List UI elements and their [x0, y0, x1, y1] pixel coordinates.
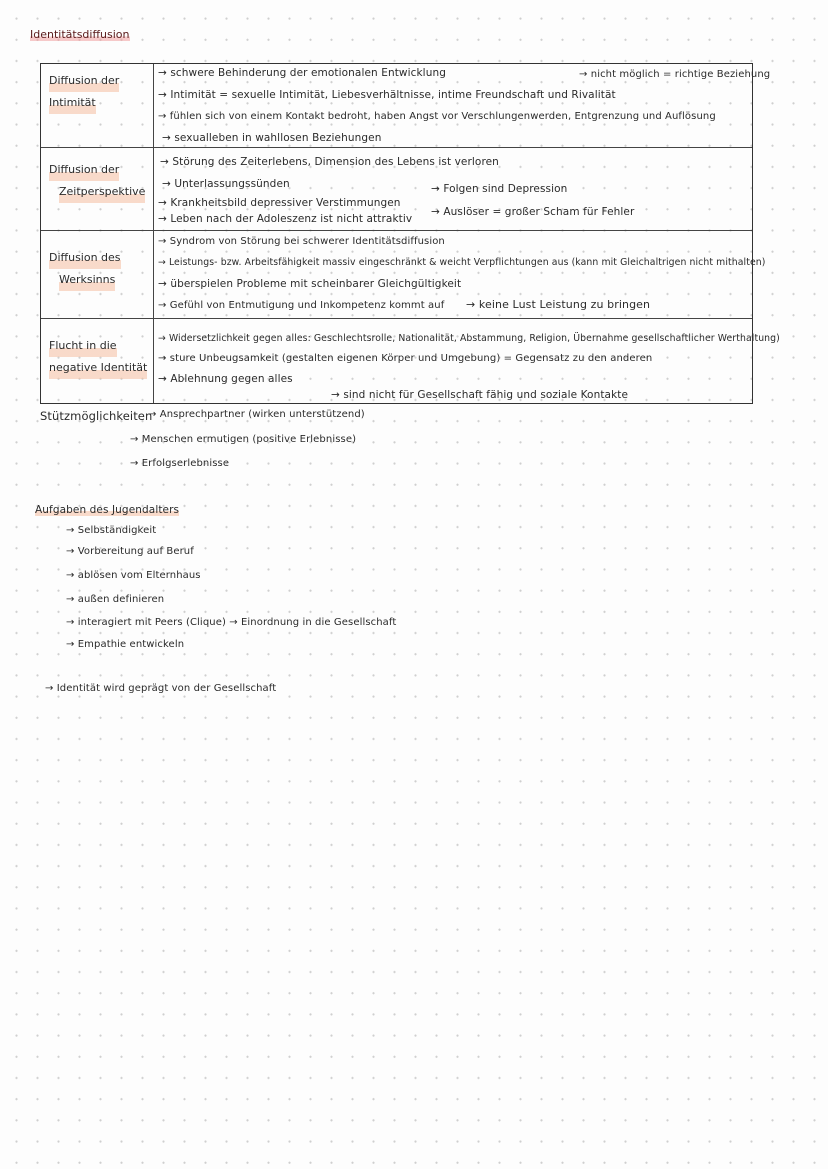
row-label-work-sense [49, 247, 121, 291]
row-label-time-perspective [49, 159, 145, 203]
row-label-line: Werksinns [59, 269, 115, 291]
row-label-negative-identity [49, 335, 147, 379]
table-point: → fühlen sich von einem Kontakt bedroht, haben Angst vor Verschlungenwerden, Entgrenzung und Auflösung [158, 111, 716, 122]
task-item: → Vorbereitung auf Beruf [66, 546, 194, 557]
row-divider [41, 318, 752, 319]
task-item: → Selbständigkeit [66, 525, 157, 536]
table-side-note: → Auslöser = großer Scham für Fehler [431, 206, 635, 218]
page-title-text: Identitätsdiffusion [30, 28, 130, 41]
support-item: → Erfolgserlebnisse [130, 458, 230, 469]
row-label-line: Diffusion der [49, 70, 119, 92]
row-label-line: negative Identität [49, 357, 147, 379]
table-point: → Störung des Zeiterlebens, Dimension des Lebens ist verloren [160, 156, 499, 168]
table-point: → Ablehnung gegen alles [158, 373, 293, 385]
row-divider [41, 147, 752, 148]
identity-diffusion-table [40, 63, 780, 404]
table-point: → überspielen Probleme mit scheinbarer Gleichgültigkeit [158, 278, 462, 290]
task-item: → interagiert mit Peers (Clique) → Einordnung in die Gesellschaft [66, 617, 397, 628]
table-point: → Unterlassungssünden [162, 178, 290, 190]
support-item: → Ansprechpartner (wirken unterstützend) [148, 409, 365, 420]
table-point: → Widersetzlichkeit gegen alles: Geschlechtsrolle, Nationalität, Abstammung, Religion, Übernahme gesellschaftlicher Werthaltung) [158, 333, 780, 344]
task-item: → Empathie entwickeln [66, 639, 185, 650]
table-point: → Leben nach der Adoleszenz ist nicht attraktiv [158, 213, 413, 225]
row-label-intimacy [49, 70, 119, 114]
table-point: → Intimität = sexuelle Intimität, Liebesverhältnisse, intime Freundschaft und Rivalität [158, 89, 616, 101]
row-label-line: Intimität [49, 92, 96, 114]
task-item: → ablösen vom Elternhaus [66, 570, 201, 581]
table-point: → sture Unbeugsamkeit (gestalten eigenen Körper und Umgebung) = Gegensatz zu den anderen [158, 353, 653, 364]
tasks-heading: Aufgaben des Jugendalters [35, 504, 180, 516]
support-item: → Menschen ermutigen (positive Erlebnisse) [130, 434, 357, 445]
page-title [30, 28, 130, 41]
table-point: → schwere Behinderung der emotionalen Entwicklung [158, 67, 446, 79]
table-side-note: → Folgen sind Depression [431, 183, 568, 195]
table-side-note: → sind nicht für Gesellschaft fähig und soziale Kontakte [331, 389, 629, 401]
row-divider [41, 230, 752, 231]
table-point: → Leistungs- bzw. Arbeitsfähigkeit massiv eingeschränkt & weicht Verpflichtungen aus (kann mit Gleichaltrigen nicht mithalten) [158, 257, 766, 268]
row-label-line: Flucht in die [49, 335, 117, 357]
column-divider [153, 64, 154, 403]
table-side-note: → keine Lust Leistung zu bringen [466, 298, 651, 311]
conclusion-note: → Identität wird geprägt von der Gesellschaft [45, 683, 277, 694]
table-point: → Krankheitsbild depressiver Verstimmungen [158, 197, 401, 209]
task-item: → außen definieren [66, 594, 165, 605]
table-side-note: → nicht möglich = richtige Beziehung [579, 69, 771, 80]
row-label-line: Diffusion der [49, 159, 119, 181]
support-heading: Stützmöglichkeiten [40, 409, 153, 423]
table-point: → Syndrom von Störung bei schwerer Identitätsdiffusion [158, 236, 445, 247]
row-label-line: Diffusion des [49, 247, 121, 269]
table-point: → sexualleben in wahllosen Beziehungen [162, 132, 382, 144]
table-point: → Gefühl von Entmutigung und Inkompetenz kommt auf [158, 300, 445, 311]
row-label-line: Zeitperspektive [59, 181, 145, 203]
